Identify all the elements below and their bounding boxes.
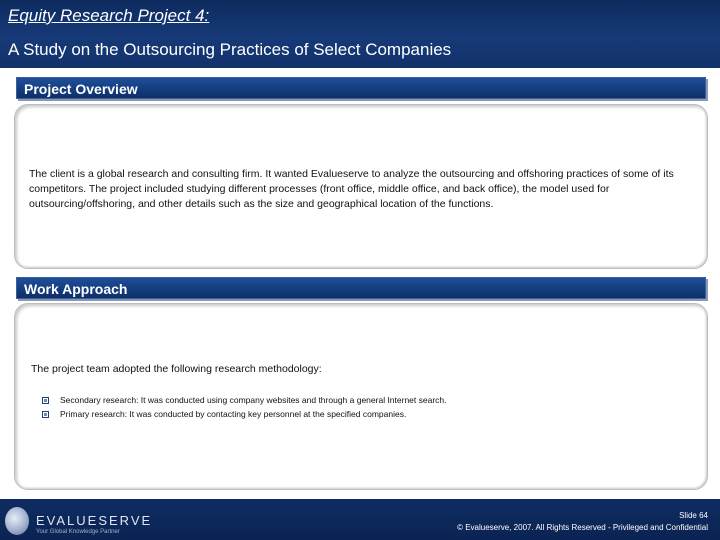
section-header-project-overview: Project Overview xyxy=(16,77,706,99)
globe-logo-icon xyxy=(5,507,29,535)
project-overview-panel xyxy=(14,104,708,269)
copyright-notice: © Evalueserve, 2007. All Rights Reserved - Privileged and Confidential xyxy=(457,523,708,532)
company-logo-text: EVALUESERVE xyxy=(36,513,153,528)
footer-bar xyxy=(0,499,720,540)
slide-title-line1: Equity Research Project 4: xyxy=(8,6,210,25)
company-tagline: Your Global Knowledge Partner xyxy=(36,529,120,535)
work-approach-intro: The project team adopted the following research methodology: xyxy=(31,363,322,375)
bullet-text: Secondary research: It was conducted using company websites and through a general Internet search. xyxy=(60,395,447,405)
bullet-item xyxy=(42,395,447,405)
project-overview-text: The client is a global research and consulting firm. It wanted Evalueserve to analyze the outsourcing and offshoring practices of some of its competitors. The project included studying different processes (front office, middle office, and back office), the model used for outsourcing/offshoring, and other details such as the size and geographical location of the functions. xyxy=(29,168,674,210)
square-bullet-icon xyxy=(42,411,49,418)
bullet-item xyxy=(42,409,406,419)
square-bullet-icon xyxy=(42,397,49,404)
slide-title-line2: A Study on the Outsourcing Practices of Select Companies xyxy=(8,40,452,59)
title-banner xyxy=(0,0,720,68)
section-header-work-approach: Work Approach xyxy=(16,277,706,299)
bullet-text: Primary research: It was conducted by contacting key personnel at the specified companies. xyxy=(60,409,407,419)
slide-number: Slide 64 xyxy=(679,511,708,520)
